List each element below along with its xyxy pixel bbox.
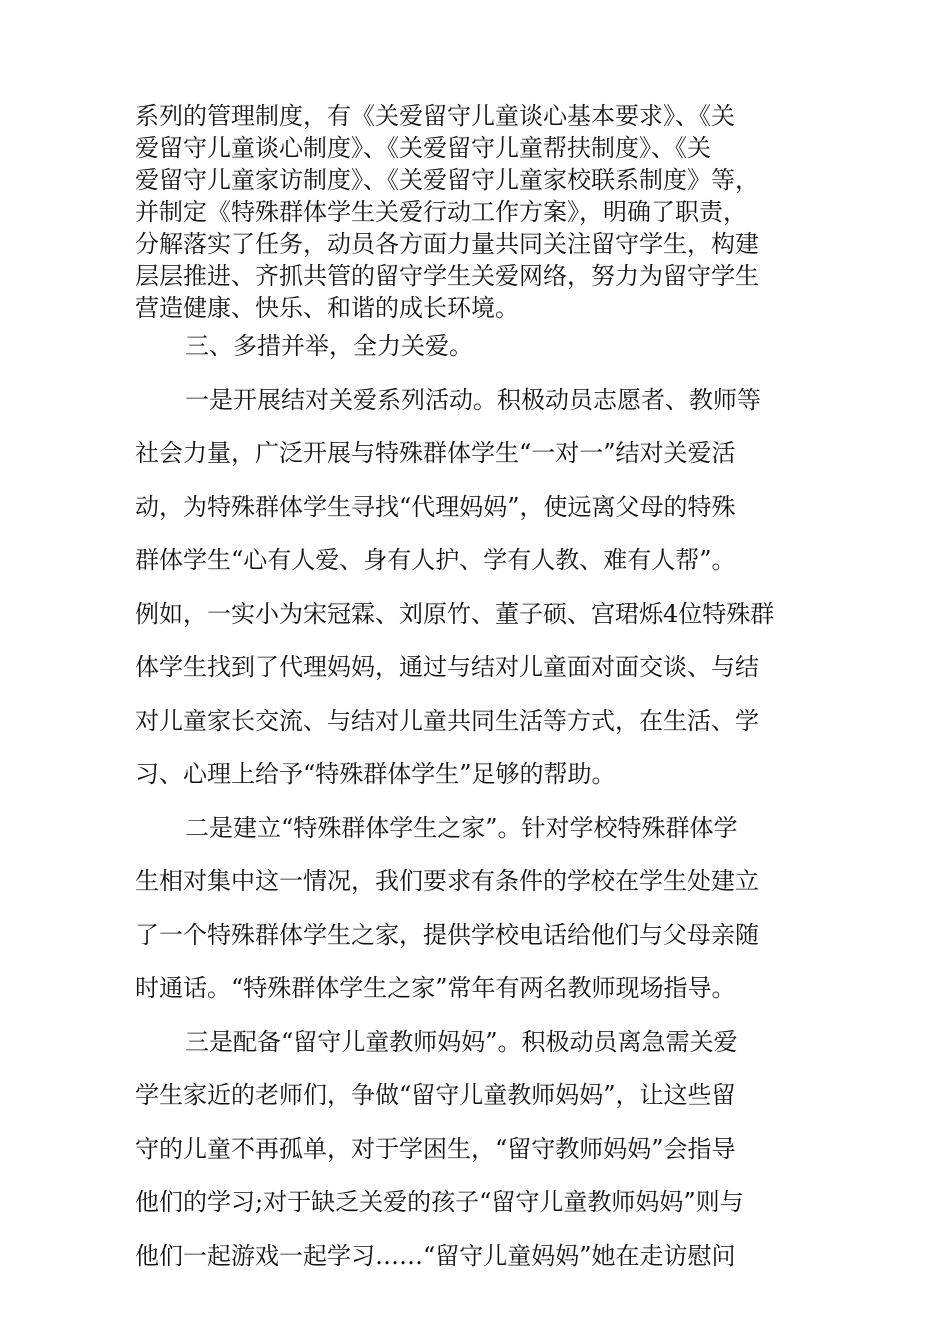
text-line: 生相对集中这一情况，我们要求有条件的学校在学生处建立	[135, 867, 759, 895]
text-line: 分解落实了任务，动员各方面力量共同关注留守学生，构建	[135, 230, 759, 258]
text-line: 营造健康、快乐、和谐的成长环境。	[135, 294, 519, 322]
text-line: 社会力量，广泛开展与特殊群体学生“一对一”结对关爱活	[135, 439, 736, 467]
text-line: 例如，一实小为宋冠霖、刘原竹、董子硕、宫珺烁4位特殊群	[135, 599, 775, 628]
text-line: 爱留守儿童家访制度》、《关爱留守儿童家校联系制度》等，	[135, 166, 759, 194]
text-line: 层层推进、齐抓共管的留守学生关爱网络，努力为留守学生	[135, 262, 759, 290]
text-line: 动，为特殊群体学生寻找“代理妈妈”，使远离父母的特殊	[135, 492, 736, 521]
text-line: 他们一起游戏一起学习……“留守儿童妈妈”她在走访慰问	[135, 1241, 736, 1270]
text-line: 系列的管理制度，有《关爱留守儿童谈心基本要求》、《关	[135, 102, 735, 130]
text-line: 他们的学习;对于缺乏关爱的孩子“留守儿童教师妈妈”则与	[135, 1188, 744, 1216]
text-line: 二是建立“特殊群体学生之家”。针对学校特殊群体学	[185, 813, 738, 842]
paragraph-student-home	[135, 802, 825, 1016]
text-line: 一是开展结对关爱系列活动。积极动员志愿者、教师等	[185, 385, 761, 414]
paragraph-teacher-mothers	[135, 1016, 825, 1284]
text-line: 守的儿童不再孤单，对于学困生，“留守教师妈妈”会指导	[135, 1134, 736, 1163]
text-line: 习、心理上给予“特殊群体学生”足够的帮助。	[135, 760, 616, 788]
text-line: 体学生找到了代理妈妈，通过与结对儿童面对面交谈、与结	[135, 653, 759, 681]
continuation-paragraph	[135, 100, 815, 324]
text-line: 时通话。“特殊群体学生之家”常年有两名教师现场指导。	[135, 974, 736, 1002]
body-section	[135, 320, 825, 1283]
text-line: 了一个特殊群体学生之家，提供学校电话给他们与父母亲随	[135, 920, 759, 949]
paragraph-pairing-activities	[135, 374, 825, 802]
text-line: 群体学生“心有人爱、身有人护、学有人教、难有人帮”。	[135, 546, 736, 574]
section-heading: 三、多措并举，全力关爱。	[185, 332, 473, 360]
text-line: 并制定《特殊群体学生关爱行动工作方案》，明确了职责，	[135, 198, 747, 226]
text-line: 学生家近的老师们，争做“留守儿童教师妈妈”，让这些留	[135, 1081, 736, 1109]
text-line: 对儿童家长交流、与结对儿童共同生活等方式，在生活、学	[135, 706, 759, 735]
text-line: 爱留守儿童谈心制度》、《关爱留守儿童帮扶制度》、《关	[135, 134, 711, 162]
text-line: 三是配备“留守儿童教师妈妈”。积极动员离急需关爱	[185, 1027, 738, 1056]
